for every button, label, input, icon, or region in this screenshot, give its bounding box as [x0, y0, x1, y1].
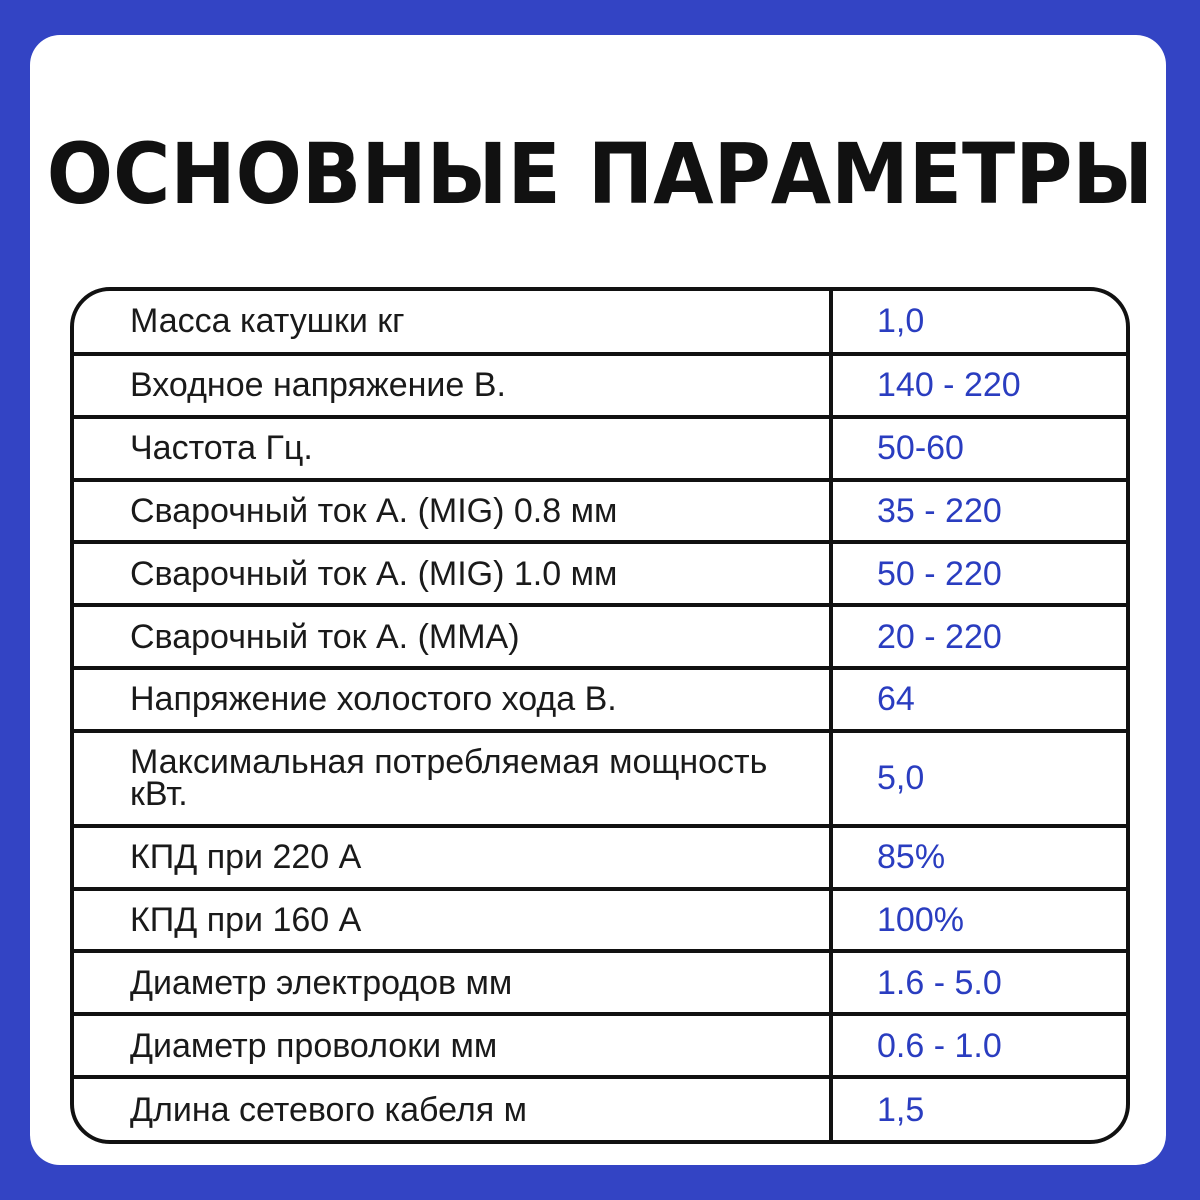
spec-label: КПД при 220 А [74, 826, 831, 889]
table-row [74, 731, 1126, 826]
spec-value: 50 - 220 [831, 542, 1126, 605]
table-row [74, 291, 1126, 354]
spec-label: Частота Гц. [74, 417, 831, 480]
spec-label: Сварочный ток А. (MMA) [74, 605, 831, 668]
spec-label: Масса катушки кг [74, 291, 831, 354]
table-row [74, 542, 1126, 605]
spec-label: Сварочный ток А. (MIG) 1.0 мм [74, 542, 831, 605]
page-title: ОСНОВНЫЕ ПАРАМЕТРЫ [46, 126, 1154, 224]
spec-value: 0.6 - 1.0 [831, 1014, 1126, 1077]
spec-label: КПД при 160 А [74, 889, 831, 952]
spec-label: Входное напряжение В. [74, 354, 831, 417]
spec-value: 35 - 220 [831, 480, 1126, 543]
spec-value: 1,5 [877, 1090, 925, 1129]
spec-label: Напряжение холостого хода В. [74, 668, 831, 731]
table-row [74, 1077, 1126, 1140]
table-row [74, 826, 1126, 889]
table-row [74, 1014, 1126, 1077]
table-row [74, 889, 1126, 952]
spec-table [70, 287, 1130, 1144]
table-row [74, 480, 1126, 543]
spec-label: Диаметр проволоки мм [74, 1014, 831, 1077]
spec-value: 20 - 220 [831, 605, 1126, 668]
table-row [74, 417, 1126, 480]
spec-value: 140 - 220 [831, 354, 1126, 417]
spec-value: 64 [831, 668, 1126, 731]
table-row [74, 605, 1126, 668]
spec-label: Диаметр электродов мм [74, 951, 831, 1014]
spec-value: 1.6 - 5.0 [831, 951, 1126, 1014]
spec-label: Максимальная потребляемая мощность кВт. [74, 731, 831, 826]
table-row [74, 951, 1126, 1014]
spec-value: 100% [831, 889, 1126, 952]
spec-value: 50-60 [831, 417, 1126, 480]
table-row [74, 354, 1126, 417]
spec-value: 1,0 [831, 291, 1126, 354]
spec-value: 5,0 [831, 731, 1126, 826]
spec-value: 85% [831, 826, 1126, 889]
table-row [74, 668, 1126, 731]
spec-label: Длина сетевого кабеля м [74, 1077, 831, 1140]
spec-label: Сварочный ток А. (MIG) 0.8 мм [74, 480, 831, 543]
